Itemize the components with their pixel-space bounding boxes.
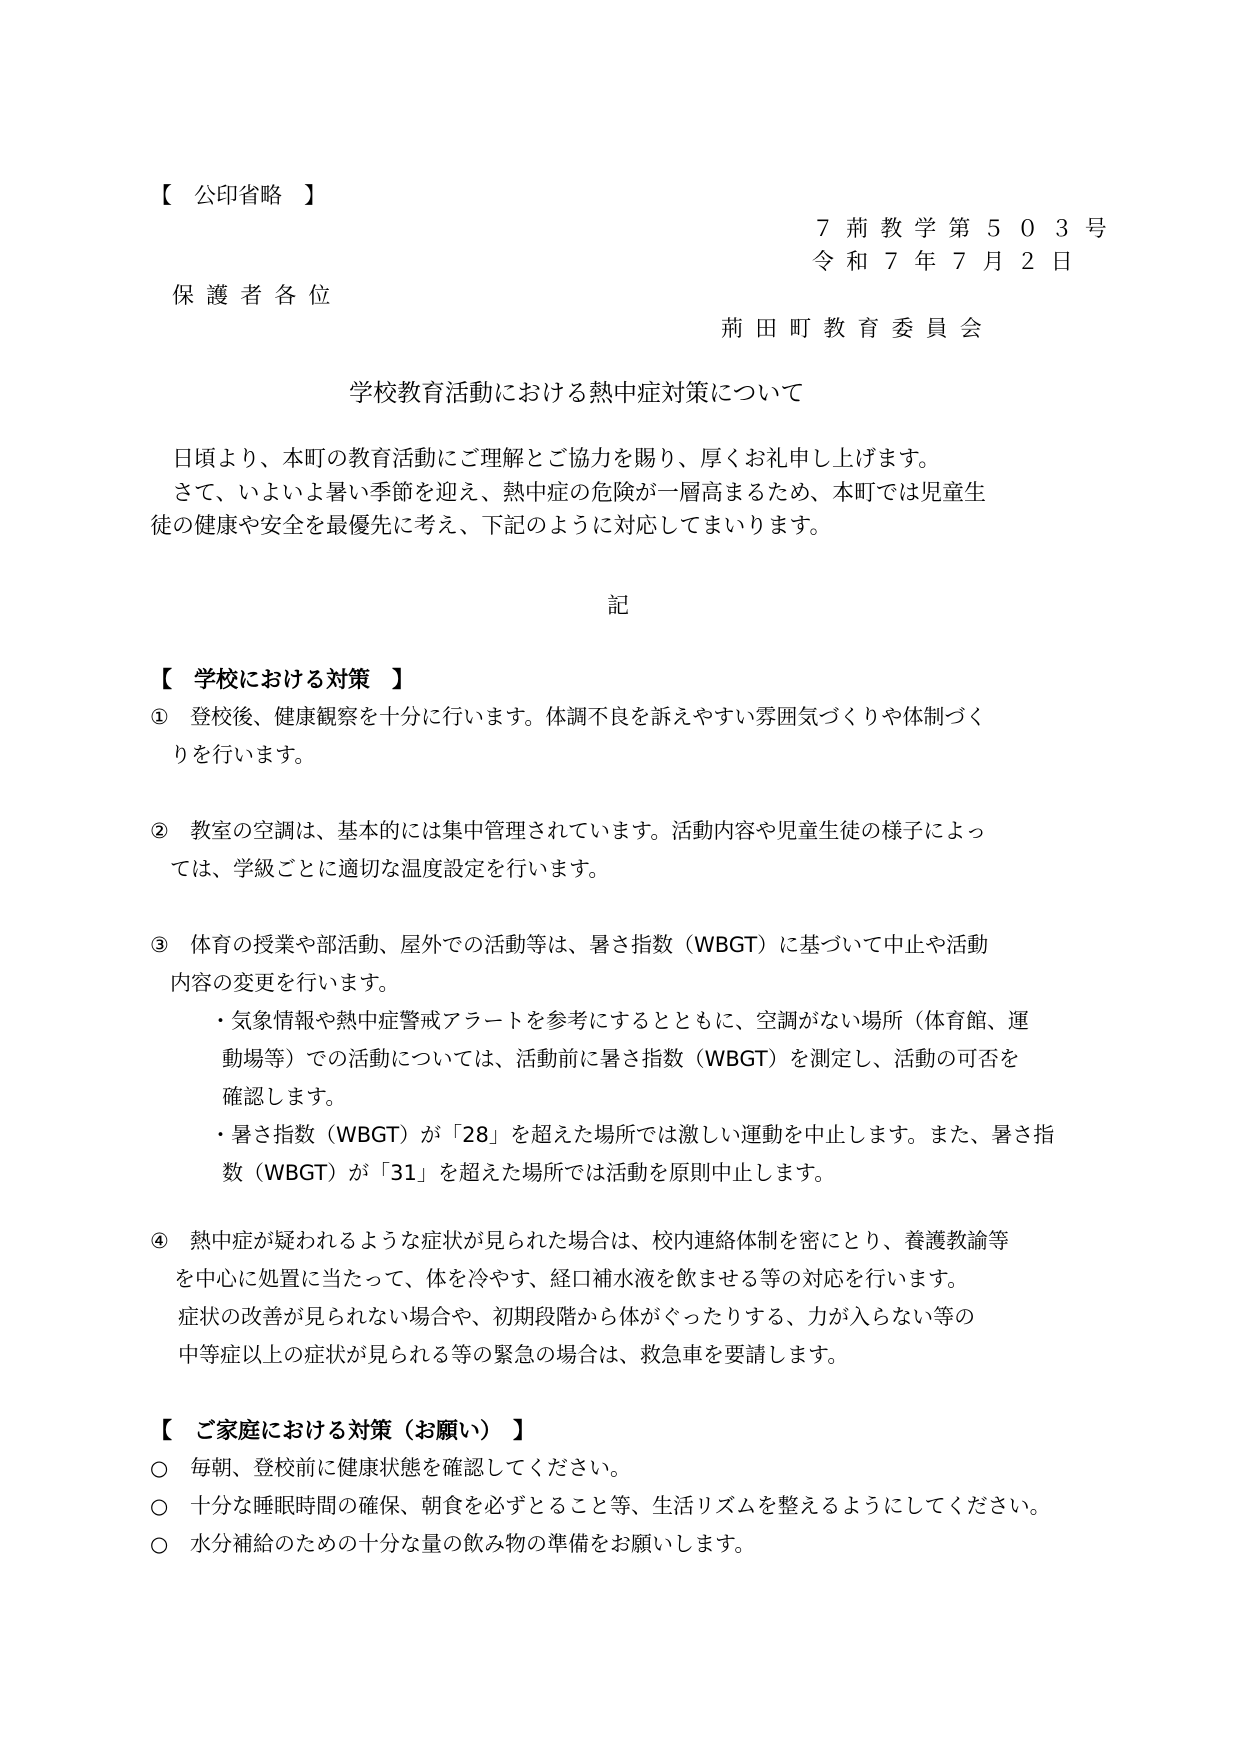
ki-marker: 記: [607, 594, 630, 619]
item-marker: ②: [150, 819, 169, 843]
home-item-text: 毎朝、登校前に健康状態を確認してください。: [190, 1456, 631, 1480]
item-text-line: 体育の授業や部活動、屋外での活動等は、暑さ指数（WBGT）に基づいて中止や活動: [190, 933, 989, 957]
home-item-3: [150, 1525, 755, 1563]
page-title: 学校教育活動における熱中症対策について: [349, 379, 805, 407]
sub-bullet-line: 確認します。: [222, 1085, 347, 1109]
home-section-heading: 【 ご家庭における対策（お願い） 】: [150, 1419, 536, 1444]
item-text-line: 症状の改善が見られない場合や、初期段階から体がぐったりする、力が入らない等の: [178, 1305, 976, 1329]
circle-bullet-icon: ○: [150, 1456, 169, 1480]
home-item-1: [150, 1449, 631, 1487]
seal-omitted-note: 【 公印省略 】: [150, 184, 327, 209]
home-item-text: 十分な睡眠時間の確保、朝食を必ずとること等、生活リズムを整えるようにしてください。: [190, 1494, 1051, 1518]
school-item-2: [150, 812, 986, 888]
circle-bullet-icon: ○: [150, 1494, 169, 1518]
intro-line-2: さて、いよいよ暑い季節を迎え、熱中症の危険が一層高まるため、本町では児童生: [172, 481, 987, 506]
home-item-2: [150, 1487, 1051, 1525]
intro-line-1: 日頃より、本町の教育活動にご理解とご協力を賜り、厚くお礼申し上げます。: [172, 447, 941, 472]
item-text-line: 登校後、健康観察を十分に行います。体調不良を訴えやすい雰囲気づくりや体制づく: [190, 705, 987, 729]
intro-line-3: 徒の健康や安全を最優先に考え、下記のように対応してまいります。: [150, 514, 832, 539]
item-marker: ④: [150, 1229, 169, 1253]
sender: 荊田町教育委員会: [721, 317, 994, 342]
school-item-1: [150, 698, 986, 774]
item-marker: ①: [150, 705, 169, 729]
item-text-line: ては、学級ごとに適切な温度設定を行います。: [170, 857, 610, 881]
sub-bullet-line: ・気象情報や熱中症警戒アラートを参考にするとともに、空調がない場所（体育館、運: [210, 1009, 1029, 1033]
school-item-4: [150, 1222, 1009, 1374]
document-date: 令和７年７月２日: [812, 250, 1085, 275]
home-item-text: 水分補給のための十分な量の飲み物の準備をお願いします。: [190, 1532, 756, 1556]
item-text-line: を中心に処置に当たって、体を冷やす、経口補水液を飲ませる等の対応を行います。: [174, 1267, 969, 1291]
sub-bullet-line: 動場等）での活動については、活動前に暑さ指数（WBGT）を測定し、活動の可否を: [222, 1047, 1020, 1071]
item-text-line: 中等症以上の症状が見られる等の緊急の場合は、救急車を要請します。: [178, 1343, 849, 1367]
sub-bullet-line: 数（WBGT）が「31」を超えた場所では活動を原則中止します。: [222, 1161, 836, 1185]
item-marker: ③: [150, 933, 169, 957]
item-text-line: 内容の変更を行います。: [170, 971, 400, 995]
recipient: 保護者各位: [172, 284, 343, 309]
document-number: ７荊教学第５０３号: [812, 217, 1119, 242]
item-text-line: りを行います。: [170, 743, 316, 767]
school-item-3: [150, 926, 1054, 1192]
sub-bullet-line: ・暑さ指数（WBGT）が「28」を超えた場所では激しい運動を中止します。また、暑さ指: [210, 1123, 1055, 1147]
item-text-line: 教室の空調は、基本的には集中管理されています。活動内容や児童生徒の様子によっ: [190, 819, 987, 843]
item-text-line: 熱中症が疑われるような症状が見られた場合は、校内連絡体制を密にとり、養護教諭等: [190, 1229, 1009, 1253]
school-section-heading: 【 学校における対策 】: [150, 668, 415, 693]
circle-bullet-icon: ○: [150, 1532, 169, 1556]
